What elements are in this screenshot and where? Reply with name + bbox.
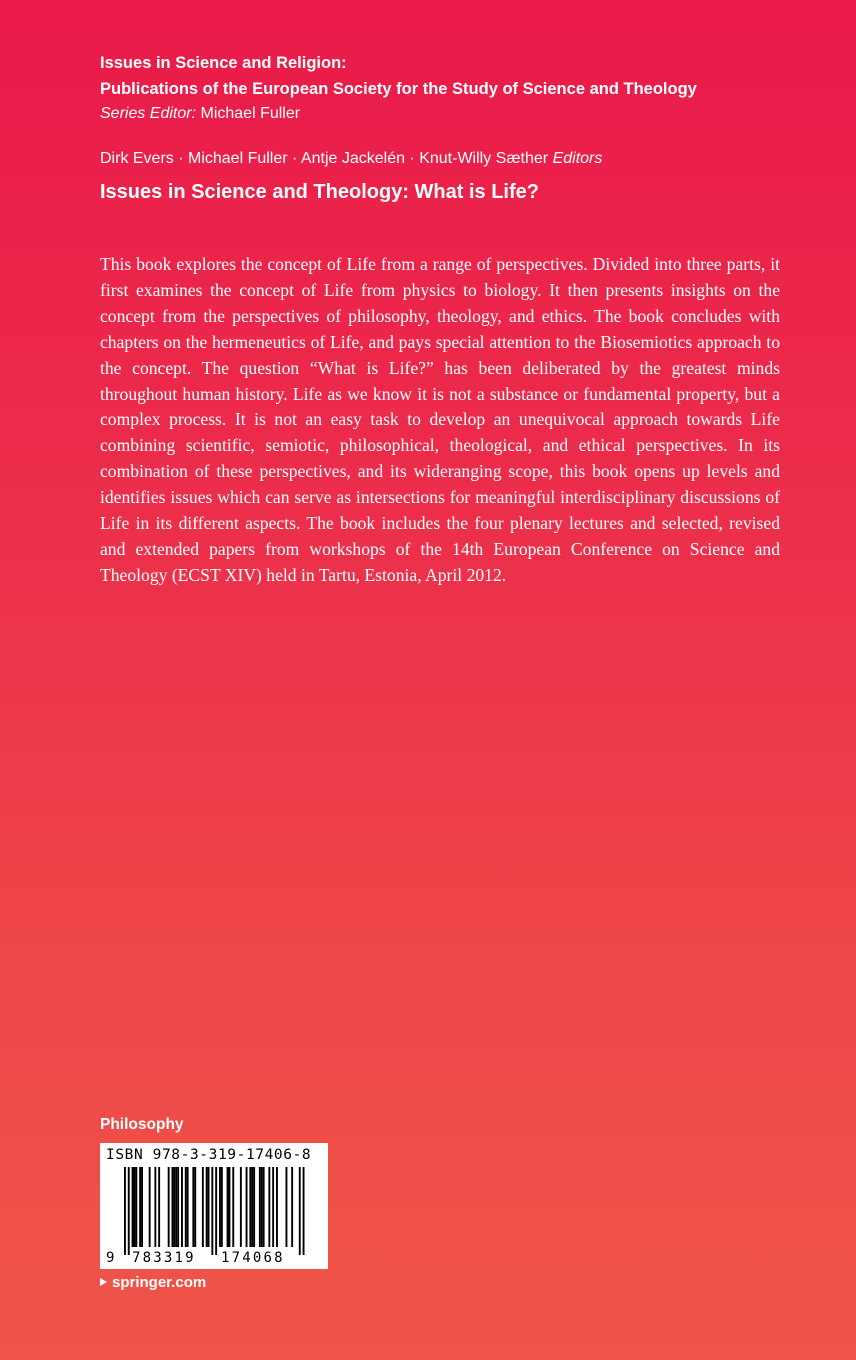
barcode-bar xyxy=(154,1167,156,1247)
barcode-bar xyxy=(261,1167,263,1247)
publisher-url: springer.com xyxy=(112,1274,207,1291)
book-description: This book explores the concept of Life from a range of perspectives. Divided into three parts, it first examines the concept of Life from physics to biology. It then presents insights on the concept from the perspectives of philosophy, theology, and ethics. The book concludes with chapters on the hermeneutics of Life, and pays special attention to the Biosemiotics approach to the concept. The question “What is Life?” has been deliberated by the greatest minds throughout human history. Life as we know it is not a substance or fundamental property, but a complex process. It is not an easy task to develop an unequivocal approach towards Life combining scientific, semiotic, philosophical, theological, and ethical perspectives. In its combination of these perspectives, and its wideranging scope, this book opens up levels and identifies issues which can serve as intersections for meaningful interdisciplinary discussions of Life in its different aspects. The book includes the four plenary lectures and selected, revised and extended papers from workshops of the 14th European Conference on Science and Theology (ECST XIV) held in Tartu, Estonia, April 2012. xyxy=(100,254,780,585)
barcode-bar xyxy=(177,1167,179,1247)
barcode-bar xyxy=(132,1167,134,1247)
barcode-bar xyxy=(240,1167,242,1247)
barcode-bar xyxy=(215,1167,217,1255)
author-names: Dirk Evers · Michael Fuller · Antje Jackelén · Knut-Willy Sæther xyxy=(100,150,549,167)
barcode-bar xyxy=(232,1167,234,1247)
book-title: Issues in Science and Theology: What is Life? xyxy=(100,181,539,203)
barcode-bar xyxy=(268,1167,270,1247)
barcode-bar xyxy=(221,1167,223,1247)
barcode-right-digits: 174068 xyxy=(221,1250,285,1266)
barcode-bar xyxy=(211,1167,213,1255)
barcode-bar xyxy=(206,1167,208,1247)
authors-role: Editors xyxy=(552,150,603,167)
series-editor-name: Michael Fuller xyxy=(200,105,301,122)
barcode-bar xyxy=(227,1167,229,1247)
barcode-bar xyxy=(263,1167,265,1247)
barcode-bar xyxy=(124,1167,126,1255)
barcode-bar xyxy=(185,1167,187,1247)
series-editor xyxy=(100,102,800,126)
isbn-barcode xyxy=(100,1143,328,1269)
barcode-bar xyxy=(208,1167,210,1247)
barcode-bar xyxy=(291,1167,293,1247)
barcode-bar xyxy=(134,1167,136,1247)
series-block xyxy=(100,50,800,126)
barcode-bar xyxy=(128,1167,130,1255)
barcode-bar xyxy=(158,1167,160,1247)
barcode-bar xyxy=(246,1167,248,1247)
barcode-bars xyxy=(124,1167,305,1255)
barcode-bar xyxy=(187,1167,189,1247)
barcode-bar xyxy=(168,1167,170,1247)
barcode-bar xyxy=(299,1167,301,1255)
publisher-link[interactable] xyxy=(100,1274,206,1291)
barcode-bar xyxy=(149,1167,151,1247)
series-subtitle: Publications of the European Society for the Study of Science and Theology xyxy=(100,80,697,98)
subject-category: Philosophy xyxy=(100,1116,184,1133)
barcode-bar xyxy=(253,1167,255,1247)
isbn-number: ISBN 978-3-319-17406-8 xyxy=(106,1147,312,1163)
barcode-bar xyxy=(229,1167,231,1247)
barcode-bar xyxy=(173,1167,175,1247)
barcode-bar xyxy=(135,1167,137,1247)
barcode-bar xyxy=(219,1167,221,1247)
barcode-bar xyxy=(181,1167,183,1247)
book-authors xyxy=(100,147,602,171)
barcode-bar xyxy=(172,1167,174,1247)
barcode-bar xyxy=(202,1167,204,1247)
arrow-right-icon xyxy=(100,1278,107,1286)
barcode-bar xyxy=(192,1167,194,1247)
barcode-bar xyxy=(259,1167,261,1247)
barcode-bar xyxy=(175,1167,177,1247)
series-editor-label: Series Editor: xyxy=(100,105,197,122)
barcode-bar xyxy=(194,1167,196,1247)
barcode-bar xyxy=(141,1167,143,1247)
barcode-left-digits: 783319 xyxy=(132,1250,196,1266)
barcode-bar xyxy=(303,1167,305,1255)
barcode-bar xyxy=(286,1167,288,1247)
barcode-bar xyxy=(276,1167,278,1247)
barcode-bar xyxy=(272,1167,274,1247)
barcode-bar xyxy=(139,1167,141,1247)
barcode-bar xyxy=(249,1167,251,1247)
series-title: Issues in Science and Religion: xyxy=(100,54,347,72)
barcode-lead-digit: 9 xyxy=(106,1250,115,1266)
barcode-bar xyxy=(251,1167,253,1247)
barcode-graphic xyxy=(100,1143,328,1269)
